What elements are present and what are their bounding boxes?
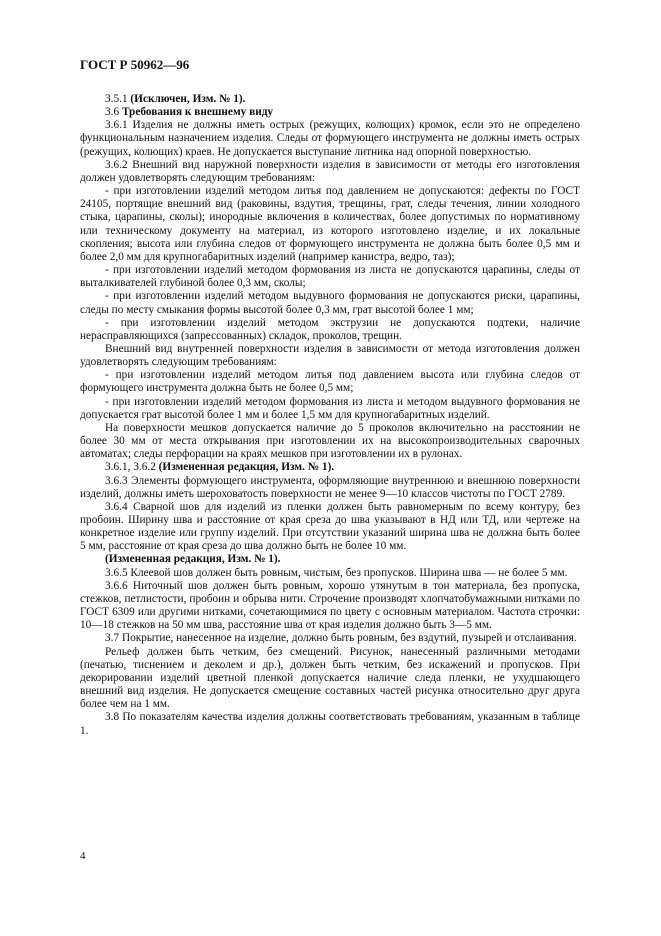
paragraph-text: 3.6.5 Клеевой шов должен быть ровным, чистым, без пропусков. Ширина шва — не более 5 мм. [105, 566, 568, 579]
paragraph-text: 3.7 Покрытие, нанесенное на изделие, должно быть ровным, без вздутий, пузырей и отслаивания. [105, 632, 577, 645]
paragraph-number: 3.6.1, 3.6.2 [105, 461, 159, 474]
paragraph [80, 93, 580, 106]
paragraph-text: - при изготовлении изделий методом экструзии не допускаются подтеки, наличие нерасправляющихся (запрессованных) складок, проколов, трещин. [80, 316, 580, 342]
paragraph [80, 475, 580, 501]
paragraph-text: 3.6.3 Элементы формующего инструмента, оформляющие внутреннюю и внешнюю поверхности изделий, должны иметь шероховатость поверхности не менее 9—10 классов чистоты по ГОСТ 2789. [80, 474, 580, 500]
paragraph-text: Внешний вид внутренней поверхности изделия в зависимости от метода изготовления должен удовлетворять следующим требованиям: [80, 342, 580, 369]
paragraph [80, 106, 580, 119]
paragraph-text: 3.6.6 Ниточный шов должен быть ровным, хорошо утянутым в тон материала, без пропуска, стежков, петлистости, пробоин и обрыва нити. Строчение производят хлопчатобумажными нитками по ГОСТ 6309 или другими нитками, сочетающимися по цвету с основным материалом. Частота строчки: 10—18 стежков на 50 мм шва, расстояние шва от края изделия должно быть 3—5 мм. [80, 579, 580, 632]
paragraph-text: - при изготовлении изделий методом формования из листа и методом выдувного формования не допускается грат высотой более 1 мм и более 1,5 мм для крупногабаритных изделий. [80, 395, 580, 421]
paragraph-text: 3.8 По показателям качества изделия должны соответствовать требованиям, указанным в таблице 1. [80, 711, 580, 737]
bold-heading: (Исключен, Изм. № 1). [130, 93, 246, 105]
paragraph [80, 369, 580, 395]
paragraph-text: - при изготовлении изделий методом формования из листа не допускаются царапины, следы от выталкивателей глубиной более 0,3 мм, сколы; [80, 264, 580, 290]
paragraph-text: 3.6.1 Изделия не должны иметь острых (режущих, колющих) кромок, если это не определено функциональным назначением изделия. Следы от формующего инструмента не должны иметь острых (режущих, колющих) краев. Не допускается выступание литника над опорной поверхностью. [80, 119, 580, 158]
paragraph [80, 553, 580, 566]
paragraph-text: - при изготовлении изделий методом литья под давлением не допускаются: дефекты по ГОСТ 24105, портящие внешний вид (раковины, вздутия, трещины, грат, следы течения, линии холодного стыка, царапины, сколы); инородные включения в количествах, более допустимых по нормативному или техническому документу на материал, из которого изготовлено изделие, и их локальные скопления; высота или глубина следов от формующего инструмента не должна быть более 0,5 мм и более 2,0 мм для крупногабаритных изделий (например канистра, ведро, таз); [80, 185, 580, 263]
paragraph [80, 290, 580, 316]
paragraph [80, 343, 580, 369]
paragraph [80, 396, 580, 422]
paragraph-text: - при изготовлении изделий методом выдувного формования не допускаются риски, царапины, следы по месту смыкания формы высотой более 0,3 мм, грат высотой более 1 мм; [80, 290, 580, 316]
paragraph [80, 264, 580, 290]
paragraph-text: Рельеф должен быть четким, без смещений. Рисунок, нанесенный различными методами (печатью, тиснением и деколем и др.), должен быть четким, без искажений и пропусков. При декорировании изделий цветной пленкой допускается наличие следа пленки, не ухудшающего внешний вид изделия. Не допускается смещение составных частей рисунка относительно друг друга более чем на 1 мм. [80, 645, 580, 711]
paragraph [80, 632, 580, 645]
paragraph [80, 646, 580, 712]
paragraph [80, 567, 580, 580]
paragraph [80, 159, 580, 185]
paragraph [80, 422, 580, 461]
document-header: ГОСТ Р 50962—96 [80, 57, 190, 72]
paragraph [80, 580, 580, 633]
document-body [80, 93, 580, 738]
bold-heading: (Измененная редакция, Изм. № 1). [105, 553, 281, 566]
paragraph-text: 3.6.4 Сварной шов для изделий из пленки должен быть равномерным по всему контуру, без пробоин. Ширину шва и расстояние от края среза до шва указывают в НД или ТД, или чертеже на конкретное изделие или группу изделий. При отсутствии указаний ширина шва не должна быть более 5 мм, расстояние от края среза до шва должно быть не более 10 мм. [80, 500, 580, 553]
paragraph-number: 3.6 [105, 106, 122, 119]
page-number: 4 [80, 850, 86, 862]
paragraph [80, 501, 580, 554]
paragraph [80, 185, 580, 264]
paragraph-text: - при изготовлении изделий методом литья под давлением высота или глубина следов от формующего инструмента должна быть не более 0,5 мм; [80, 369, 580, 395]
paragraph [80, 711, 580, 737]
paragraph [80, 317, 580, 343]
bold-heading: Требования к внешнему виду [121, 106, 274, 119]
bold-heading: (Измененная редакция, Изм. № 1). [158, 461, 335, 474]
paragraph-text: 3.6.2 Внешний вид наружной поверхности изделия в зависимости от методы его изготовления должен удовлетворять следующим требованиям: [80, 158, 580, 184]
paragraph-text: На поверхности мешков допускается наличие до 5 проколов включительно на расстоянии не более 30 мм от места открывания при изготовлении их на высокопроизводительных сварочных автоматах; следы перфорации на краях мешков при изготовлении их в рулонах. [80, 421, 580, 461]
paragraph [80, 119, 580, 158]
paragraph [80, 461, 580, 474]
paragraph-number: 3.5.1 [105, 93, 131, 105]
